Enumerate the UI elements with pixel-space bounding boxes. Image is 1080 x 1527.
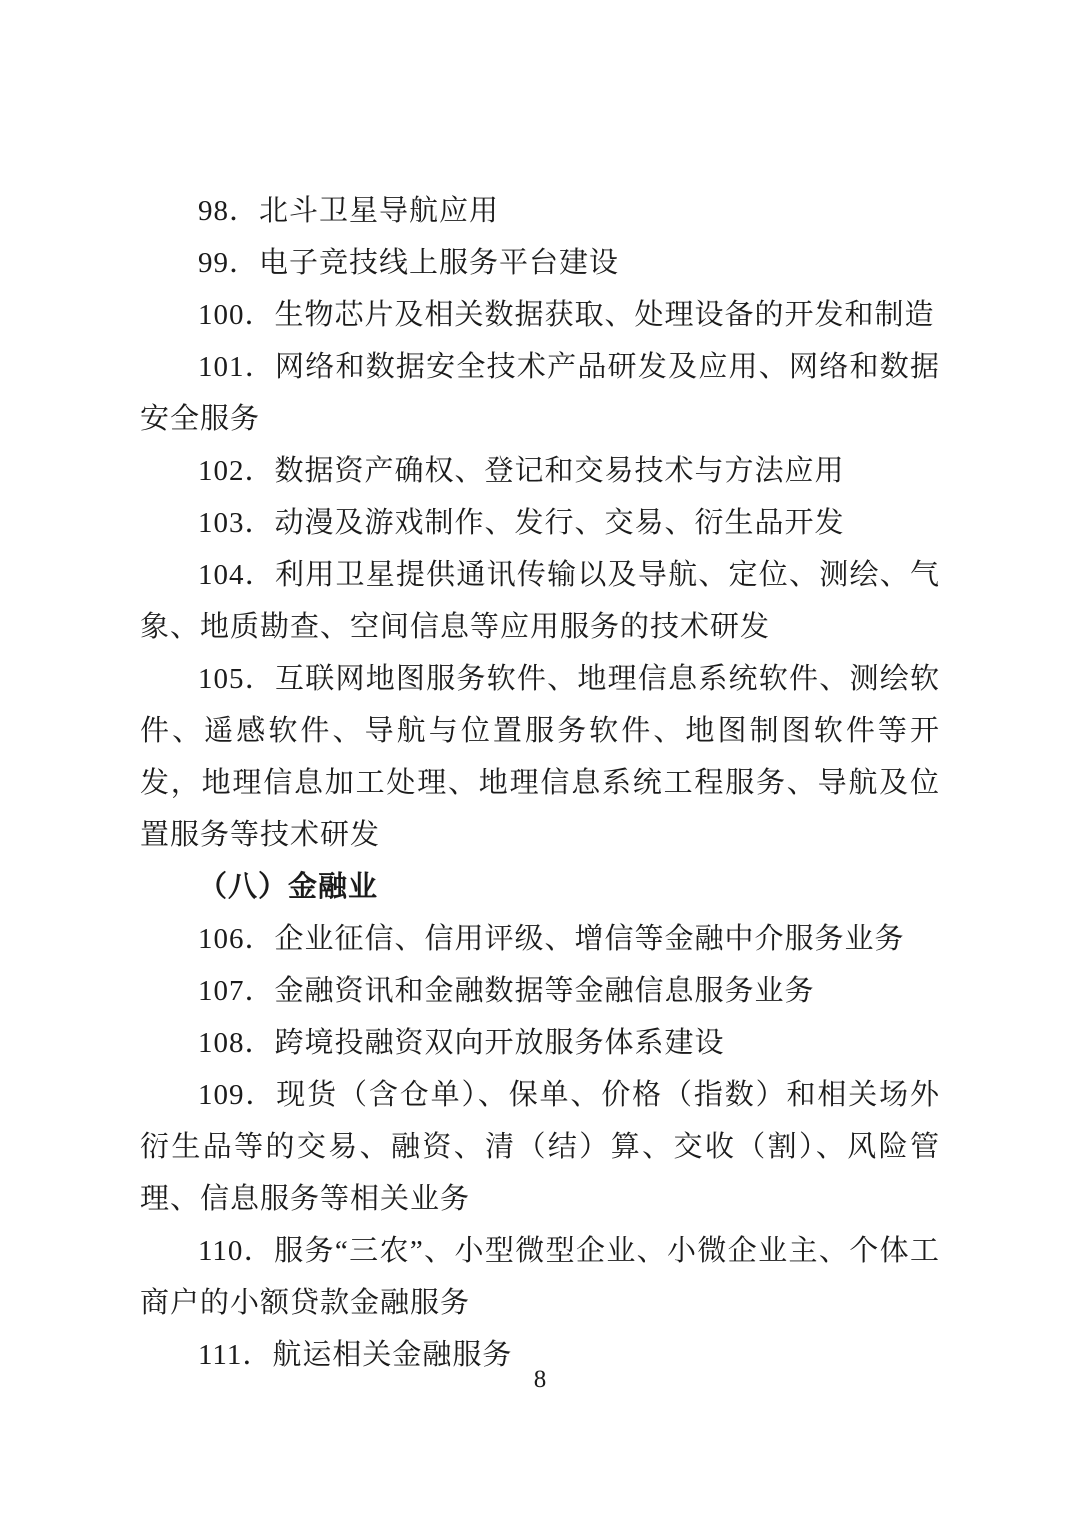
document-body	[140, 185, 940, 1381]
section-heading: （八）金融业	[198, 871, 379, 903]
page-number: 8	[533, 1366, 547, 1393]
list-item: 111．航运相关金融服务	[198, 1339, 513, 1371]
list-item: 107．金融资讯和金融数据等金融信息服务业务	[198, 975, 815, 1007]
list-item: 98．北斗卫星导航应用	[198, 195, 500, 227]
list-item: 105．互联网地图服务软件、地理信息系统软件、测绘软件、遥感软件、导航与位置服务软件、地图制图软件等开发，地理信息加工处理、地理信息系统工程服务、导航及位置服务等技术研发	[140, 663, 940, 851]
page-footer	[0, 1362, 1080, 1398]
list-item: 102．数据资产确权、登记和交易技术与方法应用	[198, 455, 845, 487]
list-item: 104．利用卫星提供通讯传输以及导航、定位、测绘、气象、地质勘查、空间信息等应用服务的技术研发	[140, 559, 940, 643]
list-item: 106．企业征信、信用评级、增信等金融中介服务业务	[198, 923, 905, 955]
list-item: 99．电子竞技线上服务平台建设	[198, 247, 620, 279]
list-item: 103．动漫及游戏制作、发行、交易、衍生品开发	[198, 507, 845, 539]
list-item: 110．服务“三农”、小型微型企业、小微企业主、个体工商户的小额贷款金融服务	[140, 1235, 940, 1319]
list-item: 100．生物芯片及相关数据获取、处理设备的开发和制造	[198, 299, 935, 331]
list-item: 109．现货（含仓单）、保单、价格（指数）和相关场外衍生品等的交易、融资、清（结）算、交收（割）、风险管理、信息服务等相关业务	[140, 1079, 940, 1215]
list-item: 101．网络和数据安全技术产品研发及应用、网络和数据安全服务	[140, 351, 940, 435]
list-item: 108．跨境投融资双向开放服务体系建设	[198, 1027, 725, 1059]
